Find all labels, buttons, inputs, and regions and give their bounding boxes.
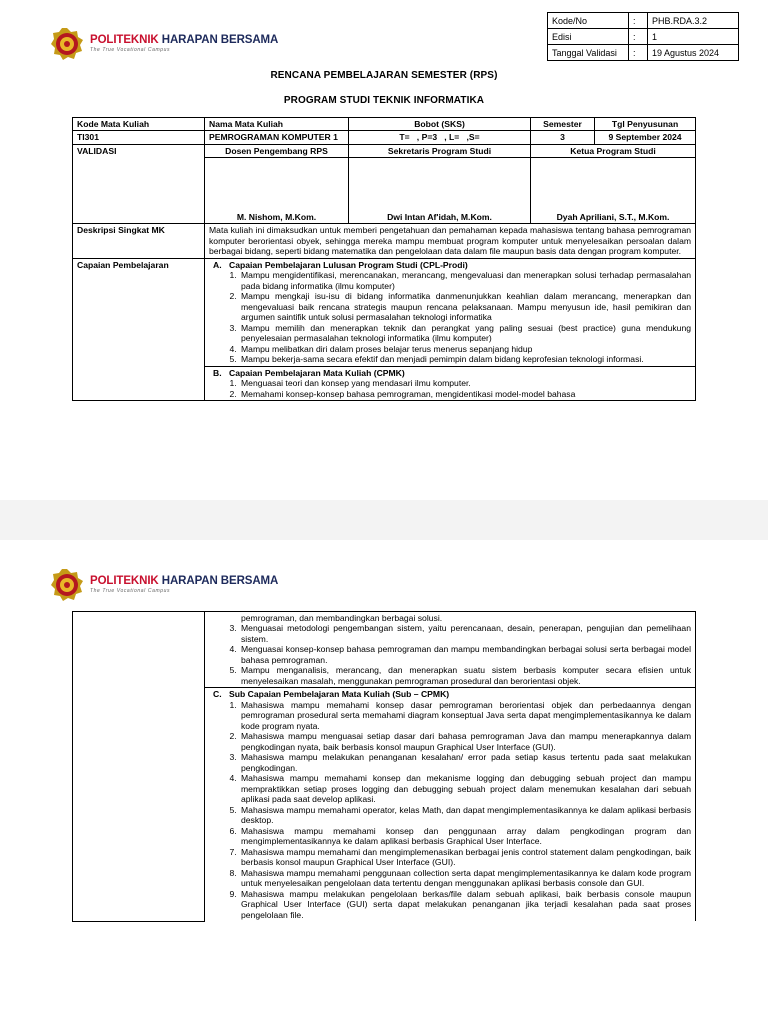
cpl-cell: [205, 258, 696, 366]
cpl-heading-text: Capaian Pembelajaran Lulusan Program Studi (CPL-Prodi): [229, 259, 468, 270]
date-value: 9 September 2024: [595, 131, 696, 144]
validation-value: 19 Agustus 2024: [648, 45, 739, 61]
institution-logo-page2: [50, 568, 278, 602]
course-name-header: Nama Mata Kuliah: [205, 118, 349, 131]
cpmk-heading-text: Capaian Pembelajaran Mata Kuliah (CPMK): [229, 367, 405, 378]
credits-header: Bobot (SKS): [349, 118, 531, 131]
semester-value: 3: [531, 131, 595, 144]
cpmk-continued-cell: [205, 612, 696, 688]
program-title: PROGRAM STUDI TEKNIK INFORMATIKA: [283, 95, 485, 106]
list-item: 4. Mampu melibatkan diri dalam proses belajar terus menerus sepanjang hidup: [239, 344, 691, 354]
cpl-letter: A.: [213, 259, 222, 270]
credits-value: T= , P=3 , L= ,S=: [349, 131, 531, 144]
cpl-list: [209, 270, 691, 364]
cpmk-list: [209, 378, 691, 399]
validation-label: Edisi: [548, 29, 629, 45]
capaian-cpl-row: [73, 258, 696, 366]
signer-ketua: Dyah Apriliani, S.T., M.Kom.: [531, 158, 696, 224]
role-sekretaris: Sekretaris Program Studi: [349, 144, 531, 157]
sub-cpmk-letter: C.: [213, 689, 222, 700]
rps-table-continued: [72, 611, 696, 922]
document-title: RENCANA PEMBELAJARAN SEMESTER (RPS): [270, 70, 498, 81]
course-name: PEMROGRAMAN KOMPUTER 1: [205, 131, 349, 144]
list-item: 8. Mahasiswa mampu memahami penggunaan collection serta dapat mengimplementasikannya ke dalam kode program untuk menyelesaikan pengelolaan data tertentu dengan menggunakan aplikasi berbasis console dan GUI.: [239, 868, 691, 889]
validation-sep: :: [629, 29, 648, 45]
cpl-heading: [209, 260, 691, 270]
course-code: TI301: [73, 131, 205, 144]
list-item: 1. Mahasiswa mampu memahami konsep dasar pemrograman berorientasi objek dan perbedaannya dengan pemrograman prosedural serta memahami diagram konseptual Java serta dapat mengimplementasikannya ke dalam kode program nyata.: [239, 700, 691, 731]
page-separator: [0, 500, 768, 540]
validation-value: PHB.RDA.3.2: [648, 13, 739, 29]
list-item: 5. Mampu bekerja-sama secara efektif dan menjadi pemimpin dalam bidang keprofesian teknologi informasi.: [239, 354, 691, 364]
validation-label: Kode/No: [548, 13, 629, 29]
list-item: 2. Memahami konsep-konsep bahasa pemrograman, mengidentikasi model-model bahasa: [239, 389, 691, 399]
list-item: 9. Mahasiswa mampu melakukan pengelolaan berkas/file dalam sebuah aplikasi, baik berbasis console maupun Graphical User Interface (GUI) serta dapat melakukan penanganan jika terjadi kesalahan pada saat proses pengelolaan file.: [239, 889, 691, 920]
semester-header: Semester: [531, 118, 595, 131]
list-item: 3. Menguasai metodologi pengembangan sistem, yaitu perencanaan, desain, penerapan, pengujian dan pemelihaan sistem.: [239, 623, 691, 644]
cpmk-continued-text: pemrograman, dan membandingkan berbagai solusi.: [241, 613, 443, 623]
list-item: 1. Menguasai teori dan konsep yang mendasari ilmu komputer.: [239, 378, 691, 388]
course-value-row: [73, 131, 696, 144]
cpmk-list-continued: [209, 623, 691, 686]
validation-value: 1: [648, 29, 739, 45]
role-ketua: Ketua Program Studi: [531, 144, 696, 157]
logo-name-red: POLITEKNIK: [90, 33, 159, 46]
validation-box: [547, 12, 739, 61]
validation-row: [548, 29, 739, 45]
cpmk-letter: B.: [213, 367, 222, 378]
cpmk-heading: [209, 368, 691, 378]
deskripsi-row: [73, 224, 696, 258]
course-header-row: [73, 118, 696, 131]
rps-table: [72, 117, 696, 401]
list-item: 4. Menguasai konsep-konsep bahasa pemrograman dan mampu membandingkan berbagai solusi serta berbagai model bahasa pemrograman.: [239, 644, 691, 665]
sub-cpmk-heading: [209, 689, 691, 699]
logo-tagline: The True Vocational Campus: [90, 588, 171, 595]
logo-name-navy: HARAPAN BERSAMA: [161, 574, 279, 587]
validasi-label: VALIDASI: [73, 144, 205, 223]
list-item: 3. Mampu memilih dan menerapkan teknik dan perangkat yang paling sesuai (best practice) guna mendukung penyelesaian permasalahan teknologi informatika (ilmu komputer): [239, 323, 691, 344]
signer-sekretaris: Dwi Intan Af'idah, M.Kom.: [349, 158, 531, 224]
list-item: 4. Mahasiswa mampu memahami konsep dan mekanisme logging dan debugging sebuah project dan mampu mempraktikkan setiap proses logging dan debugging sebuah project dalam menemukan kesalahan dari sebuah aplikasi pada saat develop aplikasi.: [239, 773, 691, 804]
cpmk-continued-row: [73, 612, 696, 688]
sub-cpmk-cell: [205, 688, 696, 921]
list-item: 5. Mampu menganalisis, merancang, dan menerapkan suatu sistem berbasis komputer secara efisien untuk menyelesaikan masalah, menggunakan pemrograman prosedural dan berorientasi objek.: [239, 665, 691, 686]
list-item: 1. Mampu mengidentifikasi, merencanakan, merancang, mengevaluasi dan menerapkan solusi terhadap permasalahan pada bidang informatika (ilmu komputer): [239, 270, 691, 291]
list-item: 7. Mahasiswa mampu memahami dan mengimplemenasikan berbagai jenis control statement dalam pengkodingan, baik berbasis konsol maupun Graphical User Interface (GUI).: [239, 847, 691, 868]
capaian-label: Capaian Pembelajaran: [73, 258, 205, 400]
validation-sep: :: [629, 13, 648, 29]
logo-name-navy: HARAPAN BERSAMA: [161, 33, 279, 46]
logo-tagline: The True Vocational Campus: [90, 47, 171, 54]
date-header: Tgl Penyusunan: [595, 118, 696, 131]
cpmk-cell: [205, 366, 696, 400]
validation-sep: :: [629, 45, 648, 61]
list-item: 6. Mahasiswa mampu memahami konsep dan penggunaan array dalam pengkodingan program dan mengimplementasikannya ke dalam aplikasi berbasis Graphical User Interface.: [239, 826, 691, 847]
deskripsi-text: Mata kuliah ini dimaksudkan untuk memberi pengetahuan dan pemahaman kepada mahasiswa tentang bahasa pemrograman komputer berorientasi obyek, sehingga mereka mampu membuat program komputer untuk menyelesaikan persoalan dalam berbagai bidang, seperti bidang matematika dan pengelolaan data dalam file maupun basis data dengan program komputer.: [205, 224, 696, 258]
list-item: 3. Mahasiswa mampu melakukan penanganan kesalahan/ error pada setiap kasus tertentu pada saat melakukan pengkodingan.: [239, 752, 691, 773]
signer-dosen: M. Nishom, M.Kom.: [205, 158, 349, 224]
institution-logo: [50, 27, 278, 61]
validation-row: [548, 13, 739, 29]
sub-cpmk-heading-text: Sub Capaian Pembelajaran Mata Kuliah (Sub – CPMK): [229, 689, 450, 700]
deskripsi-label: Deskripsi Singkat MK: [73, 224, 205, 258]
list-item: 2. Mampu mengkaji isu-isu di bidang informatika danmenunjukkan keahlian dalam merancang, menerapkan dan mengevaluasi baik rencana strategis maupun rencana pelaksanaan. Mampu menyusun ide, hasil pemikiran dan argumen saintifik untuk solusi permasalahan teknologi informatika: [239, 291, 691, 322]
institution-seal-icon: [50, 27, 84, 61]
institution-seal-icon: [50, 568, 84, 602]
validation-label: Tanggal Validasi: [548, 45, 629, 61]
logo-name-red: POLITEKNIK: [90, 574, 159, 587]
list-item: 2. Mahasiswa mampu menguasai setiap dasar dari bahasa pemrograman Java dan mampu menerapkannya dalam pengkodingan nyata, baik berbasis konsol maupun Graphical User Interface (GUI).: [239, 731, 691, 752]
course-code-header: Kode Mata Kuliah: [73, 118, 205, 131]
capaian-label-continued: [73, 612, 205, 922]
role-dosen: Dosen Pengembang RPS: [205, 144, 349, 157]
validation-row: [548, 45, 739, 61]
sub-cpmk-list: [209, 700, 691, 920]
list-item: 5. Mahasiswa mampu memahami operator, kelas Math, dan dapat mengimplementasikannya ke dalam aplikasi berbasis desktop.: [239, 805, 691, 826]
validasi-roles-row: [73, 144, 696, 157]
